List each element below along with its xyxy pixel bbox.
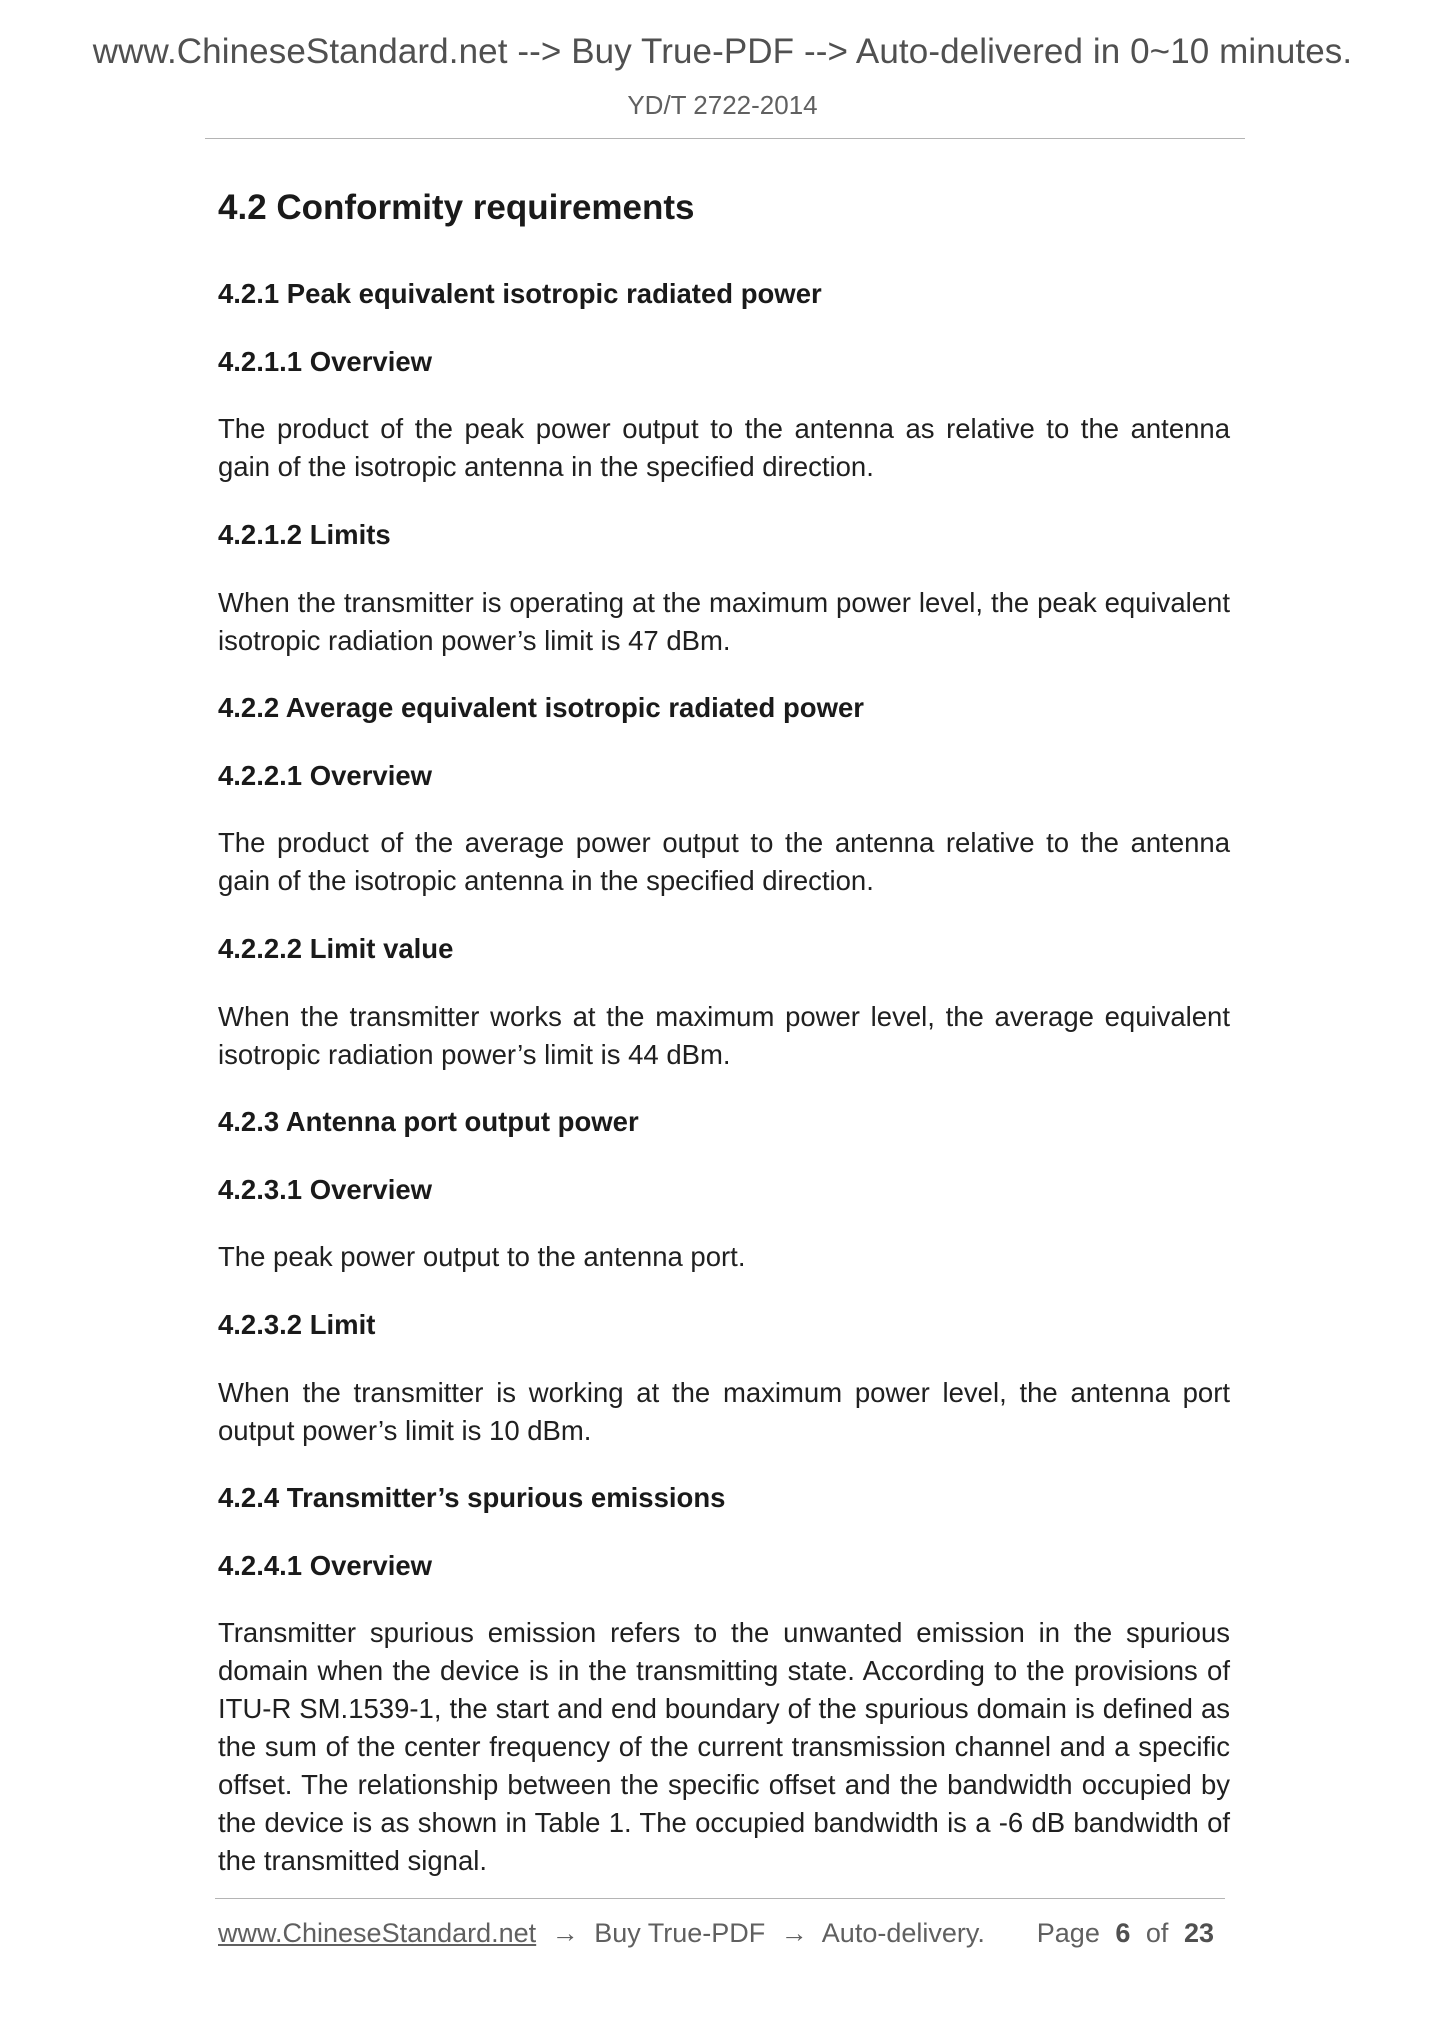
section-heading-4-2: 4.2 Conformity requirements bbox=[218, 188, 695, 227]
section-heading-4-2-1: 4.2.1 Peak equivalent isotropic radiated power bbox=[218, 278, 822, 309]
paragraph-4-2-3-2: When the transmitter is working at the maximum power level, the antenna port output power’s limit is 10 dBm. bbox=[218, 1377, 1230, 1446]
section-heading-4-2-4: 4.2.4 Transmitter’s spurious emissions bbox=[218, 1482, 726, 1513]
of-label: of bbox=[1145, 1918, 1169, 1948]
section-heading-4-2-2-2: 4.2.2.2 Limit value bbox=[218, 933, 454, 964]
section-heading-4-2-3: 4.2.3 Antenna port output power bbox=[218, 1106, 639, 1137]
footer-delivery-text: Auto-delivery. bbox=[821, 1918, 985, 1948]
standard-code: YD/T 2722-2014 bbox=[627, 90, 818, 120]
paragraph-4-2-2-2: When the transmitter works at the maximum power level, the average equivalent isotropic radiation power’s limit is 44 dBm. bbox=[218, 1001, 1230, 1070]
section-heading-4-2-1-1: 4.2.1.1 Overview bbox=[218, 346, 433, 377]
paragraph-4-2-2-1: The product of the average power output to the antenna relative to the antenna gain of the isotropic antenna in the specified direction. bbox=[218, 827, 1230, 896]
page-total: 23 bbox=[1183, 1918, 1214, 1948]
section-heading-4-2-2-1: 4.2.2.1 Overview bbox=[218, 760, 433, 791]
page-indicator bbox=[1037, 1918, 1222, 1949]
footer-buy-text: Buy True-PDF bbox=[594, 1918, 766, 1948]
paragraph-4-2-1-2: When the transmitter is operating at the maximum power level, the peak equivalent isotropic radiation power’s limit is 47 dBm. bbox=[218, 587, 1230, 656]
footer-site-link[interactable]: www.ChineseStandard.net bbox=[218, 1918, 537, 1948]
arrow-right-icon: → bbox=[551, 1918, 579, 1948]
paragraph-4-2-3-1: The peak power output to the antenna port. bbox=[218, 1241, 746, 1272]
page-label: Page bbox=[1036, 1918, 1100, 1948]
header-divider bbox=[205, 138, 1245, 139]
footer-divider bbox=[215, 1898, 1225, 1899]
paragraph-4-2-1-1: The product of the peak power output to the antenna as relative to the antenna gain of the isotropic antenna in the specified direction. bbox=[218, 413, 1230, 482]
paragraph-4-2-4-1: Transmitter spurious emission refers to the unwanted emission in the spurious domain when the device is in the transmitting state. According to the provisions of ITU-R SM.1539-1, the start and end boundary of the spurious domain is defined as the sum of the center frequency of the current transmission channel and a specific offset. The relationship between the specific offset and the bandwidth occupied by the device is as shown in Table 1. The occupied bandwidth is a -6 dB bandwidth of the transmitted signal. bbox=[218, 1617, 1230, 1876]
arrow-right-icon: → bbox=[780, 1918, 808, 1948]
section-heading-4-2-3-1: 4.2.3.1 Overview bbox=[218, 1174, 433, 1205]
section-heading-4-2-3-2: 4.2.3.2 Limit bbox=[218, 1309, 376, 1340]
page-number: 6 bbox=[1115, 1918, 1131, 1948]
section-heading-4-2-2: 4.2.2 Average equivalent isotropic radiated power bbox=[218, 692, 864, 723]
page-footer bbox=[218, 1918, 1230, 1949]
section-heading-4-2-1-2: 4.2.1.2 Limits bbox=[218, 519, 391, 550]
section-heading-4-2-4-1: 4.2.4.1 Overview bbox=[218, 1550, 433, 1581]
top-banner: www.ChineseStandard.net --> Buy True-PDF --> Auto-delivered in 0~10 minutes. bbox=[92, 32, 1353, 71]
